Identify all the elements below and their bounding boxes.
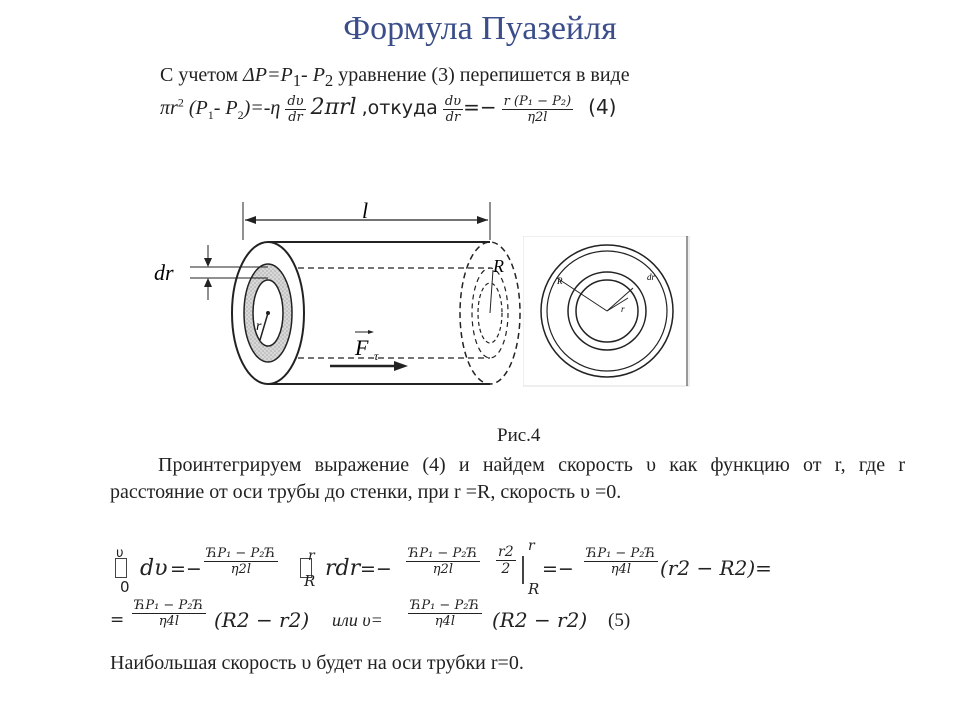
page-title: Формула Пуазейля [343,10,617,47]
sub-2: 2 [324,71,334,90]
eval-lower: R [528,580,540,598]
dv-dr-fraction [285,94,305,125]
label-length: l [362,198,369,223]
cylinder-figure [150,190,530,400]
equation-5-line-a [110,540,910,602]
equation-number-5: (5) [608,610,631,631]
eq5b-lead: = [110,610,125,630]
label-r: r [256,319,262,334]
frac-num: r (P₁ − P₂) [503,94,572,109]
paren-p: (P [183,97,208,120]
frac-den: 2 [496,560,516,577]
frac-den: η2l [204,561,278,577]
pi-r: πr [160,97,178,120]
integral2-lower: R [304,572,316,590]
fraction-b2 [408,598,482,629]
eq5-tail: (r2 − R2)= [660,556,772,580]
r-dr: rdr [325,556,361,581]
dv-dr-fraction-2 [443,94,463,125]
paragraph-max-speed: Наибольшая скорость υ будет на оси трубки r=0. [110,652,524,674]
figure-caption: Рис.4 [497,425,541,446]
equation-number-4: (4) [588,95,617,120]
intro-line [160,64,630,91]
frac-num: ЋP₁ − P₂Ћ [134,598,204,613]
exp-2: 2 [177,95,184,110]
frac-num: ЋP₁ − P₂Ћ [586,546,656,561]
rhs-fraction [502,94,574,125]
intro-suffix: уравнение (3) перепишется в виде [333,64,630,86]
equation-4 [160,94,617,125]
frac-num: ЋP₁ − P₂Ћ [408,546,478,561]
frac-den: η4l [584,561,658,577]
eq-minus-2: =− [360,558,392,580]
frac-den: dr [285,109,305,125]
frac-num: r2 [498,544,514,560]
rhs-eq: =− [463,95,497,120]
frac-den: dr [443,109,463,125]
fraction-r2 [496,544,516,577]
eq-eta: )=-η [243,97,281,120]
two-pi-rl: 2πrl [310,95,357,121]
frac-den: η2l [502,109,574,125]
integral-sign-icon [115,558,127,578]
fraction-3 [584,546,658,577]
frac-num: ЋP₁ − P₂Ћ [410,598,480,613]
intro-prefix: С учетом [160,64,244,86]
fraction-1 [204,546,278,577]
frac-den: η4l [132,613,206,629]
sub-1b: 1 [207,108,214,123]
cross-dr-label: dr [647,272,656,282]
frac-den: η2l [406,561,480,577]
cross-R-label: R [557,276,563,286]
frac-num: dυ [444,94,462,109]
equation-5-line-b [110,598,910,648]
label-dr: dr [154,260,174,285]
cross-r-label: r [621,304,625,314]
delta-p: ΔP=P [243,64,293,86]
integral2-upper: r [308,548,315,564]
paragraph-integrate: Проинтегрируем выражение (4) и найдем скорость υ как функцию от r, где r расстояние от оси трубы до стенки, при r =R, скорость υ =0. [110,454,905,503]
frac-num: dυ [287,94,304,109]
minus-p: - P [301,64,325,86]
dv: dυ [140,556,168,581]
eq-minus-3: =− [542,558,574,580]
otkuda-text: ,откуда [361,97,438,120]
integral-upper: υ [116,546,124,561]
fraction-2 [406,546,480,577]
sub-2b: 2 [237,108,244,123]
eval-upper: r [528,538,535,554]
eq5b-paren1: (R2 − r2) [214,608,310,632]
eq5b-paren2: (R2 − r2) [492,608,588,632]
frac-den: η4l [408,613,482,629]
fraction-b1 [132,598,206,629]
dash-p: - P [213,97,238,120]
eval-bar [522,556,524,584]
label-force: F [355,335,369,360]
sub-1: 1 [292,71,302,90]
frac-num: ЋP₁ − P₂Ћ [206,546,276,561]
label-force-sub: τ [374,349,379,363]
eq-minus: =− [170,558,202,580]
label-R: R [493,256,504,276]
cross-section-figure [523,236,691,388]
integral-lower: 0 [120,578,130,596]
ili-text: или υ= [332,610,383,630]
